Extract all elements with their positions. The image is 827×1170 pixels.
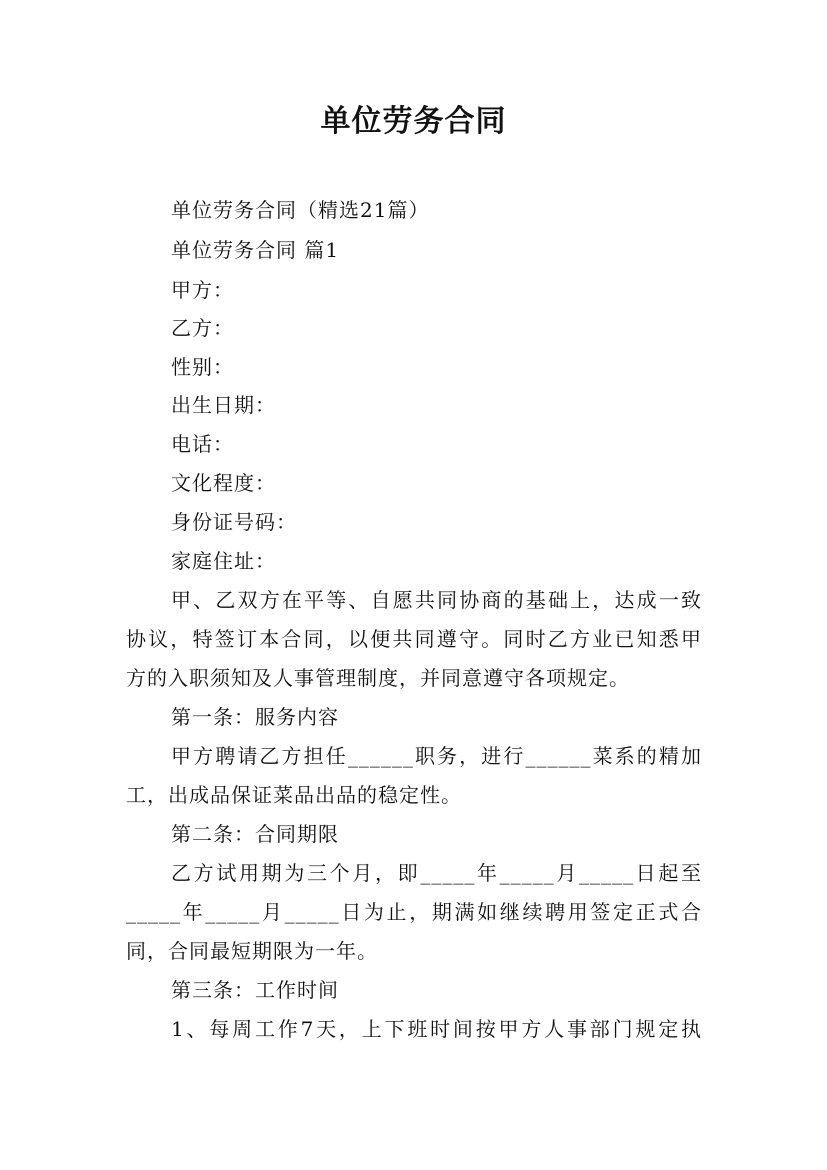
article-2-line-1: 乙方试用期为三个月，即_____年_____月_____日起至	[171, 861, 702, 885]
field-education: 文化程度：	[171, 471, 276, 495]
paragraph-agreement-line-1: 甲、乙双方在平等、自愿共同协商的基础上，达成一致	[171, 588, 702, 612]
article-1-line-2: 工，出成品保证菜品出品的稳定性。	[126, 783, 462, 807]
field-party-b: 乙方：	[171, 316, 234, 340]
field-party-a: 甲方：	[171, 278, 234, 302]
field-id-number: 身份证号码：	[171, 510, 297, 534]
subtitle-selection: 单位劳务合同（精选21篇）	[171, 198, 430, 222]
section-heading-part1: 单位劳务合同 篇1	[171, 238, 340, 262]
document-title: 单位劳务合同	[320, 104, 507, 139]
article-2-heading: 第二条：合同期限	[171, 822, 339, 846]
field-phone: 电话：	[171, 432, 234, 456]
article-3-heading: 第三条：工作时间	[171, 978, 339, 1002]
article-2-line-3: 同，合同最短期限为一年。	[126, 939, 378, 963]
article-1-heading: 第一条：服务内容	[171, 705, 339, 729]
field-home-address: 家庭住址：	[171, 549, 276, 573]
article-1-line-1: 甲方聘请乙方担任______职务，进行______菜系的精加	[171, 744, 702, 768]
field-gender: 性别：	[171, 355, 234, 379]
article-2-line-2: _____年_____月_____日为止，期满如继续聘用签定正式合	[126, 900, 702, 924]
article-3-line-1: 1、每周工作7天，上下班时间按甲方人事部门规定执	[171, 1017, 702, 1041]
field-birth-date: 出生日期：	[171, 393, 276, 417]
paragraph-agreement-line-2: 协议，特签订本合同，以便共同遵守。同时乙方业已知悉甲	[126, 627, 702, 651]
paragraph-agreement-line-3: 方的入职须知及人事管理制度，并同意遵守各项规定。	[126, 666, 630, 690]
